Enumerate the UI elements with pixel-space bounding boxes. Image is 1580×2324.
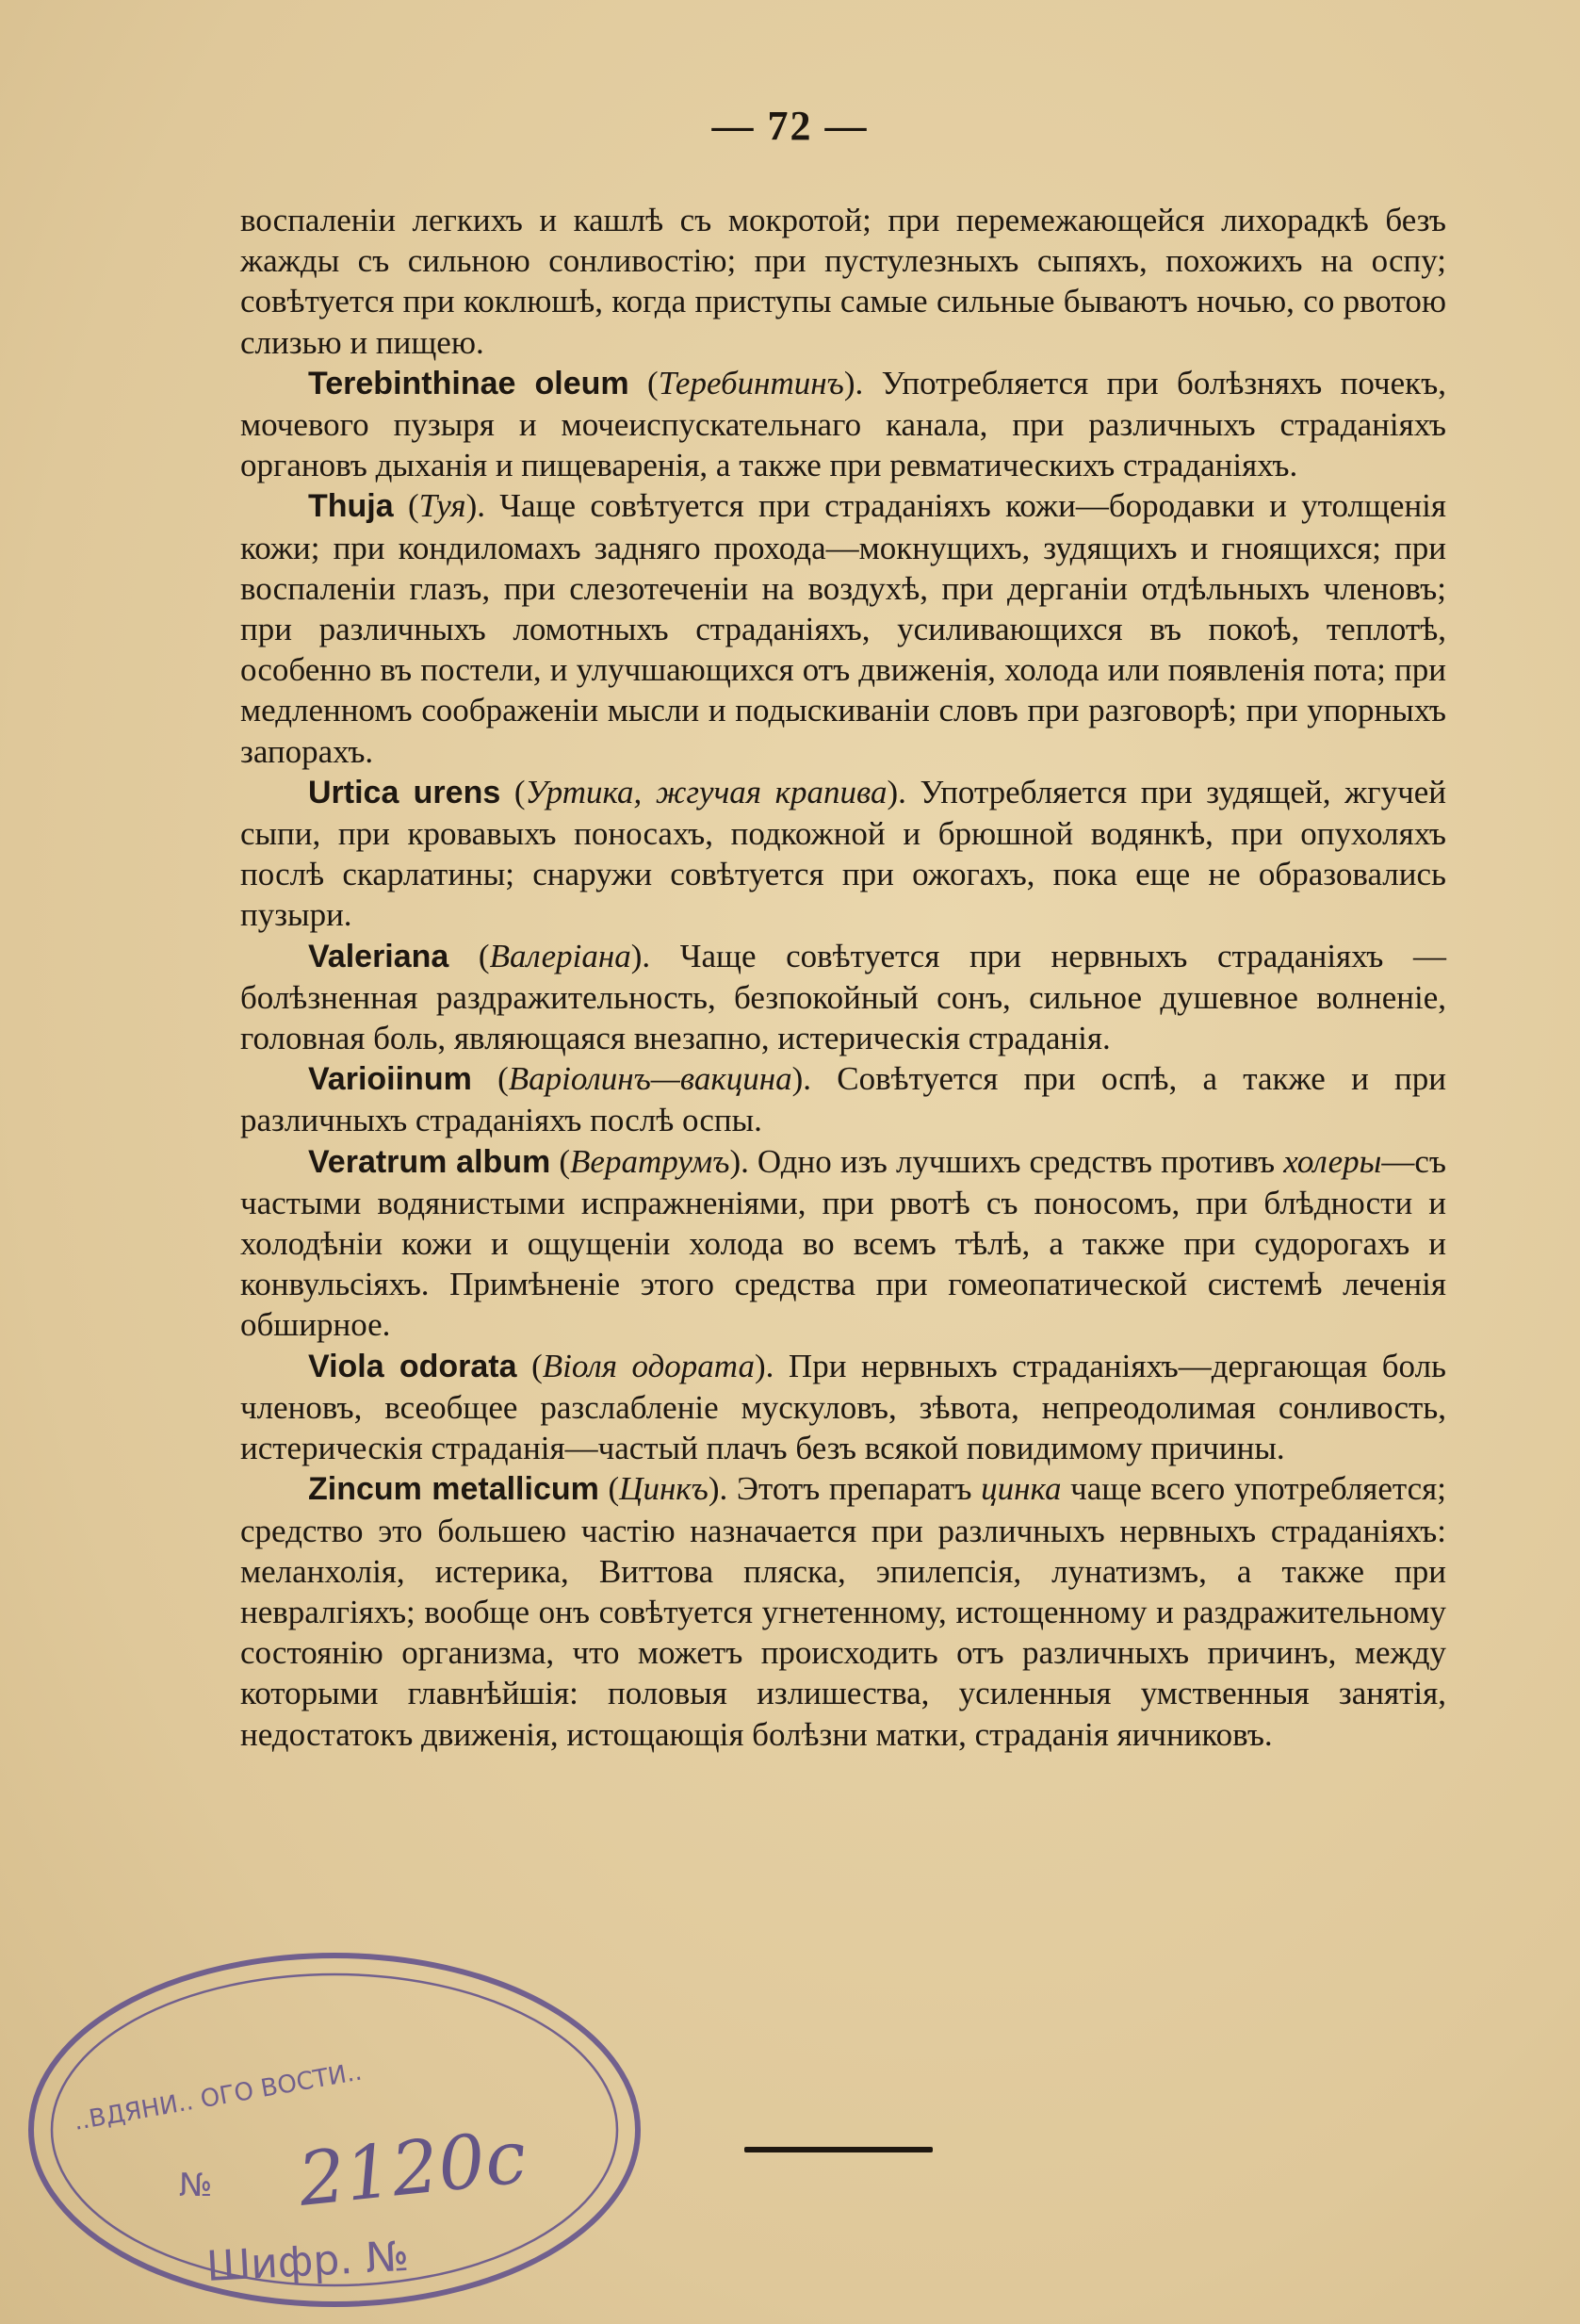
remedy-russian-name: Вератрумъ — [570, 1142, 730, 1180]
remedy-latin-name: Urtica urens — [308, 774, 501, 810]
remedy-latin-name: Varioiinum — [308, 1061, 472, 1098]
entry-terebinthinae: Terebinthinae oleum (Теребинтинъ). Употребляется при болѣзняхъ почекъ, мочевого пузыря и мочеиспускательнаго канала, при различныхъ страданіяхъ органовъ дыханія и пищеваренія, а также при ревматическихъ страданіяхъ. — [240, 364, 1446, 484]
stamp-inner-ring — [52, 1974, 617, 2285]
stamp-number: 2120с — [294, 2115, 530, 2223]
remedy-russian-name: Цинкъ — [619, 1470, 709, 1508]
remedy-description: . Чаще совѣтуется при нервныхъ страданіяхъ — болѣзненная раздражительность, безпокойный сонъ, сильное душевное волненіе, головная боль, являющаяся внезапно, истерическія страданія. — [240, 937, 1446, 1057]
remedy-latin-name: Terebinthinae oleum — [308, 365, 629, 401]
stamp-outer-ring — [31, 1956, 638, 2304]
remedy-latin-name: Zincum metallicum — [308, 1471, 599, 1508]
text-body — [240, 200, 1446, 1755]
remedy-russian-name: Віоля одората — [542, 1347, 755, 1384]
stamp-top-text: ..ВДЯНИ.. ОГО ВОСТИ.. — [72, 2057, 365, 2136]
entry-veratrum: Veratrum album (Вератрумъ). Одно изъ лучшихъ средствъ противъ холеры—съ частыми водянистыми испражненіями, при рвотѣ съ поносомъ, при блѣдности и холодѣніи кожи и ощущеніи холода во всемъ тѣлѣ, а также при судорогахъ и конвульсіяхъ. Примѣненіе этого средства при гомеопатической системѣ леченія обширное. — [240, 1142, 1447, 1344]
remedy-latin-name: Valeriana — [308, 938, 449, 974]
remedy-russian-name: Валеріана — [489, 937, 631, 974]
remedy-russian-name: Теребинтинъ — [658, 364, 844, 401]
entry-urtica: Urtica urens (Уртика, жгучая крапива). Употребляется при зудящей, жгучей сыпи, при кровавыхъ поносахъ, подкожной и брюшной водянкѣ, при опухоляхъ послѣ скарлатины; снаружи совѣтуется при ожогахъ, пока еще не образовались пузыри. — [240, 773, 1447, 934]
remedy-description-cont: чаще всего употребляется; средство это большею частію назначается при различныхъ нервныхъ страданіяхъ: меланхолія, истерика, Виттова пляска, эпилепсія, лунатизмъ, а также при невралгіяхъ; вообще онъ совѣтуется угнетенному, истощенному и раздражительному состоянію организма, что можетъ происходить отъ различныхъ причинъ, между которыми главнѣйшія: половыя излишества, усиленныя умственныя занятія, недостатокъ движенія, истощающія болѣзни матки, страданія яичниковъ. — [240, 1470, 1446, 1753]
page-number: — 72 — — [711, 103, 869, 149]
stamp-number-label: № — [179, 2167, 213, 2204]
entry-variolinum: Varioiinum (Варіолинъ—вакцина). Совѣтуется при оспѣ, а также и при различныхъ страданіяхъ послѣ оспы. — [240, 1060, 1447, 1139]
remedy-latin-name: Veratrum album — [308, 1143, 551, 1180]
remedy-latin-name: Thuja — [308, 488, 394, 525]
entry-valeriana: Valeriana (Валеріана). Чаще совѣтуется при нервныхъ страданіяхъ — болѣзненная раздражительность, безпокойный сонъ, сильное душевное волненіе, головная боль, являющаяся внезапно, истерическія страданія. — [240, 937, 1446, 1057]
remedy-latin-name: Viola odorata — [308, 1348, 517, 1384]
emphasis-text: холеры — [1283, 1142, 1382, 1180]
remedy-description-cont: —съ частыми водянистыми испражненіями, при рвотѣ съ поносомъ, при блѣдности и холодѣніи кожи и ощущеніи холода во всемъ тѣлѣ, а также при судорогахъ и конвульсіяхъ. Примѣненіе этого средства при гомеопатической системѣ леченія обширное. — [240, 1142, 1447, 1344]
entry-viola: Viola odorata (Віоля одората). При нервныхъ страданіяхъ—дергающая боль членовъ, всеобщее разслабленіе мускуловъ, зѣвота, непреодолимая сонливость, истерическія страданія—частый плачъ безъ всякой повидимому причины. — [240, 1347, 1447, 1467]
remedy-russian-name: Туя — [418, 487, 466, 525]
library-stamp — [19, 1941, 650, 2318]
paragraph-text: воспаленіи легкихъ и кашлѣ съ мокротой; при перемежающейся лихорадкѣ безъ жажды съ сильною сонливостію; при пустулезныхъ сыпяхъ, похожихъ на оспу; совѣтуется при коклюшѣ, когда приступы самые сильные бываютъ ночью, со рвотою слизью и пищею. — [240, 202, 1446, 361]
entry-zincum: Zincum metallicum (Цинкъ). Этотъ препаратъ цинка чаще всего употребляется; средство это большею частію назначается при различныхъ нервныхъ страданіяхъ: меланхолія, истерика, Виттова пляска, эпилепсія, лунатизмъ, а также при невралгіяхъ; вообще онъ совѣтуется угнетенному, истощенному и раздражительному состоянію организма, что можетъ происходить отъ различныхъ причинъ, между которыми главнѣйшія: половыя излишества, усиленныя умственныя занятія, недостатокъ движенія, истощающія болѣзни матки, страданія яичниковъ. — [240, 1470, 1446, 1753]
remedy-russian-name: Уртика, жгучая крапива — [525, 773, 888, 810]
stamp-cipher-label: Шифр. № — [204, 2232, 411, 2291]
remedy-description: . Совѣтуется при оспѣ, а также и при различныхъ страданіяхъ послѣ оспы. — [240, 1060, 1447, 1139]
remedy-russian-name: Варіолинъ—вакцина — [508, 1060, 792, 1098]
emphasis-text: цинка — [981, 1470, 1062, 1508]
remedy-description: . Употребляется при зудящей, жгучей сыпи, при кровавыхъ поносахъ, подкожной и брюшной водянкѣ, при опухоляхъ послѣ скарлатины; снаружи совѣтуется при ожогахъ, пока еще не образовались пузыри. — [240, 773, 1447, 934]
end-rule-divider — [744, 2147, 933, 2152]
paragraph-continuation — [240, 200, 1446, 363]
remedy-description: . Этотъ препаратъ — [719, 1470, 982, 1508]
remedy-description: . Употребляется при болѣзняхъ почекъ, мочевого пузыря и мочеиспускательнаго канала, при различныхъ страданіяхъ органовъ дыханія и пищеваренія, а также при ревматическихъ страданіяхъ. — [240, 364, 1446, 484]
remedy-description: . При нервныхъ страданіяхъ—дергающая боль членовъ, всеобщее разслабленіе мускуловъ, зѣвота, непреодолимая сонливость, истерическія страданія—частый плачъ безъ всякой повидимому причины. — [240, 1347, 1447, 1467]
entry-thuja: Thuja (Туя). Чаще совѣтуется при страданіяхъ кожи—бородавки и утолщенія кожи; при кондиломахъ задняго прохода—мокнущихъ, зудящихъ и гноящихся; при воспаленіи глазъ, при слезотеченіи на воздухѣ, при дерганіи отдѣльныхъ членовъ; при различныхъ ломотныхъ страданіяхъ, усиливающихся въ покоѣ, теплотѣ, особенно въ постели, и улучшающихся отъ движенія, холода или появленія пота; при медленномъ соображеніи мысли и подыскиваніи словъ при разговорѣ; при упорныхъ запорахъ. — [240, 487, 1446, 770]
remedy-description: . Одно изъ лучшихъ средствъ противъ — [741, 1142, 1284, 1180]
remedy-description: . Чаще совѣтуется при страданіяхъ кожи—бородавки и утолщенія кожи; при кондиломахъ задняго прохода—мокнущихъ, зудящихъ и гноящихся; при воспаленіи глазъ, при слезотеченіи на воздухѣ, при дерганіи отдѣльныхъ членовъ; при различныхъ ломотныхъ страданіяхъ, усиливающихся въ покоѣ, теплотѣ, особенно въ постели, и улучшающихся отъ движенія, холода или появленія пота; при медленномъ соображеніи мысли и подыскиваніи словъ при разговорѣ; при упорныхъ запорахъ. — [240, 487, 1446, 770]
